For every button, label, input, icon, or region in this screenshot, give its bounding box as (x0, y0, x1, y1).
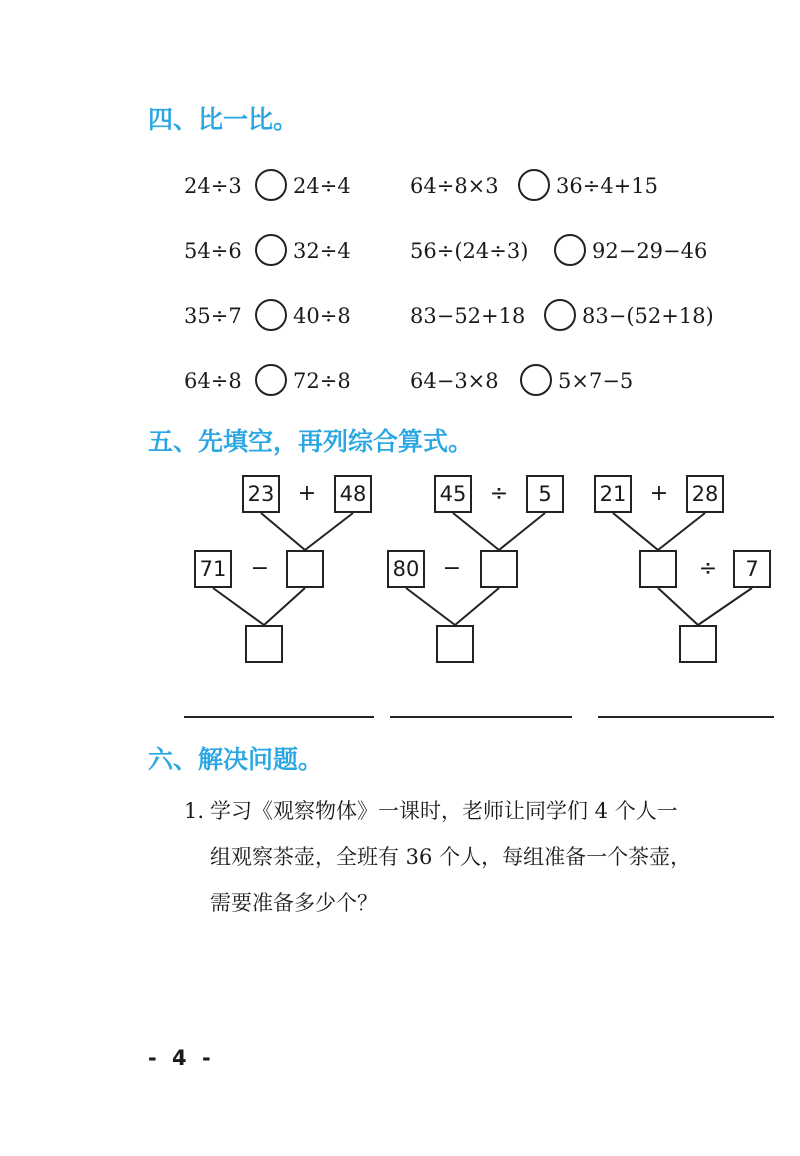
expression: 24÷4 (293, 174, 351, 198)
answer-box[interactable] (245, 625, 283, 663)
number-box: 7 (733, 550, 771, 588)
answer-box[interactable] (436, 625, 474, 663)
calc-tree-3 (590, 470, 790, 670)
compare-circle[interactable] (255, 299, 287, 331)
compare-circle[interactable] (255, 234, 287, 266)
compare-row-4 (0, 361, 800, 401)
expression: 64÷8×3 (410, 174, 499, 198)
operator: − (442, 556, 462, 581)
compare-row-3 (0, 296, 800, 336)
operator: + (297, 481, 317, 506)
operator: + (649, 481, 669, 506)
compare-circle[interactable] (520, 364, 552, 396)
word-problem-1 (184, 788, 764, 926)
compare-circle[interactable] (518, 169, 550, 201)
answer-box[interactable] (679, 625, 717, 663)
section-5-heading: 五、先填空，再列综合算式。 (148, 427, 474, 456)
number-box: 48 (334, 475, 372, 513)
number-box: 5 (526, 475, 564, 513)
expression: 83−(52+18) (582, 304, 714, 328)
expression: 83−52+18 (410, 304, 526, 328)
operator: ÷ (698, 556, 718, 581)
calc-tree-1 (185, 470, 385, 670)
answer-box[interactable] (480, 550, 518, 588)
expression: 40÷8 (293, 304, 351, 328)
number-box: 80 (387, 550, 425, 588)
answer-box[interactable] (639, 550, 677, 588)
number-box: 71 (194, 550, 232, 588)
compare-row-1 (0, 166, 800, 206)
problem-number: 1. (184, 799, 205, 823)
expression: 24÷3 (184, 174, 242, 198)
compare-circle[interactable] (554, 234, 586, 266)
section-6-heading: 六、解决问题。 (148, 745, 324, 774)
operator: ÷ (489, 481, 509, 506)
compare-circle[interactable] (544, 299, 576, 331)
expression: 64÷8 (184, 369, 242, 393)
section-4-heading: 四、比一比。 (148, 105, 299, 134)
expression: 54÷6 (184, 239, 242, 263)
expression: 35÷7 (184, 304, 242, 328)
expression: 72÷8 (293, 369, 351, 393)
expression: 32÷4 (293, 239, 351, 263)
operator: − (250, 556, 270, 581)
expression: 5×7−5 (558, 369, 634, 393)
problem-text-line: 组观察茶壶，全班有 36 个人，每组准备一个茶壶， (210, 845, 692, 869)
number-box: 28 (686, 475, 724, 513)
compare-circle[interactable] (255, 364, 287, 396)
answer-line-3[interactable] (598, 716, 774, 718)
expression: 64−3×8 (410, 369, 499, 393)
answer-line-1[interactable] (184, 716, 374, 718)
answer-line-2[interactable] (390, 716, 572, 718)
problem-text-line: 需要准备多少个？ (210, 891, 378, 915)
expression: 56÷(24÷3) (410, 239, 529, 263)
calc-tree-2 (385, 470, 585, 670)
compare-circle[interactable] (255, 169, 287, 201)
number-box: 45 (434, 475, 472, 513)
compare-row-2 (0, 231, 800, 271)
problem-text-line: 学习《观察物体》一课时，老师让同学们 4 个人一 (210, 799, 678, 823)
expression: 36÷4+15 (556, 174, 658, 198)
page-number: - 4 - (148, 1046, 215, 1070)
answer-box[interactable] (286, 550, 324, 588)
number-box: 21 (594, 475, 632, 513)
expression: 92−29−46 (592, 239, 708, 263)
number-box: 23 (242, 475, 280, 513)
